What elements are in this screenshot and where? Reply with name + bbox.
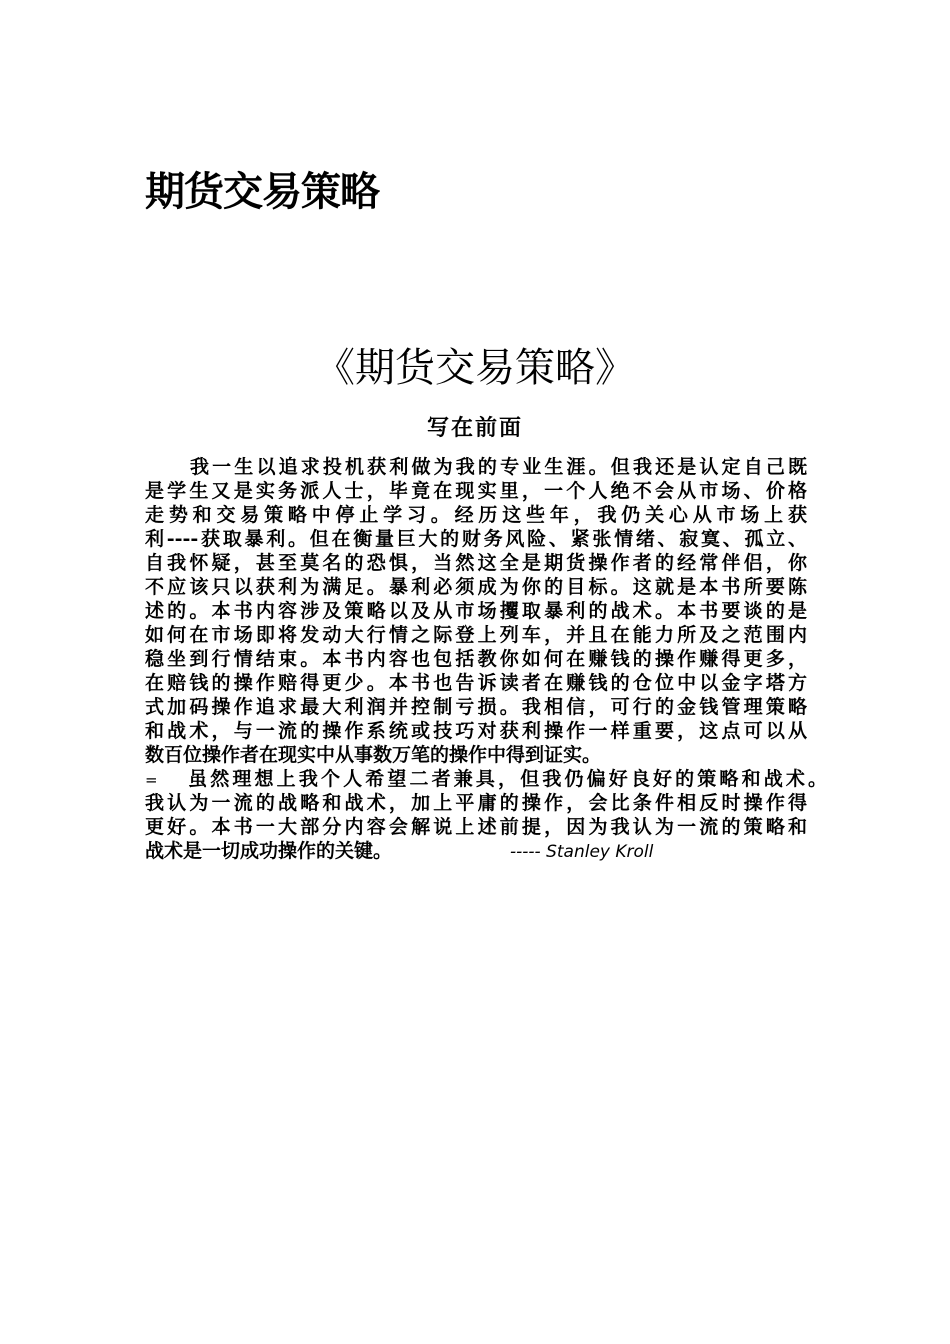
text-line-content: 虽然理想上我个人希望二者兼具，但我仍偏好良好的策略和战术。 [185, 768, 827, 790]
text-line: 我认为一流的战略和战术，加上平庸的操作，会比条件相反时操作得 [145, 792, 807, 814]
book-title: 《期货交易策略》 [315, 345, 635, 391]
text-line: 在赔钱的操作赔得更少。本书也告诉读者在赚钱的仓位中以金字塔方 [145, 672, 807, 694]
text-line: 利----获取暴利。但在衡量巨大的财务风险、紧张情绪、寂寞、孤立、 [145, 528, 807, 550]
text-line: 数百位操作者在现实中从事数万笔的操作中得到证实。 [145, 744, 602, 766]
text-line: 不应该只以获利为满足。暴利必须成为你的目标。这就是本书所要陈 [145, 576, 807, 598]
text-line: 自我怀疑，甚至莫名的恐惧，当然这全是期货操作者的经常伴侣，你 [145, 552, 807, 574]
text-line-content: 战术是一切成功操作的关键。 [145, 840, 393, 862]
text-line: 走势和交易策略中停止学习。经历这些年，我仍关心从市场上获 [145, 504, 807, 526]
text-line: 是学生又是实务派人士，毕竟在现实里，一个人绝不会从市场、价格 [145, 480, 807, 502]
text-line: 稳坐到行情结束。本书内容也包括教你如何在赚钱的操作赚得更多， [145, 648, 807, 670]
page-heading: 期货交易策略 [145, 169, 379, 215]
text-line: 述的。本书内容涉及策略以及从市场攫取暴利的战术。本书要谈的是 [145, 600, 807, 622]
text-line [145, 839, 807, 863]
text-line: 如何在市场即将发动大行情之际登上列车，并且在能力所及之范围内 [145, 624, 807, 646]
text-line [145, 767, 827, 791]
text-line: 式加码操作追求最大利润并控制亏损。我相信，可行的金钱管理策略 [145, 696, 807, 718]
bullet-marker: = [145, 771, 158, 789]
text-line: 更好。本书一大部分内容会解说上述前提，因为我认为一流的策略和 [145, 816, 807, 838]
text-line: 和战术，与一流的操作系统或技巧对获利操作一样重要，这点可以从 [145, 720, 807, 742]
text-line: 我一生以追求投机获利做为我的专业生涯。但我还是认定自己既 [190, 456, 807, 478]
author-signature: ----- Stanley Kroll [510, 842, 654, 862]
section-title: 写在前面 [426, 416, 523, 441]
